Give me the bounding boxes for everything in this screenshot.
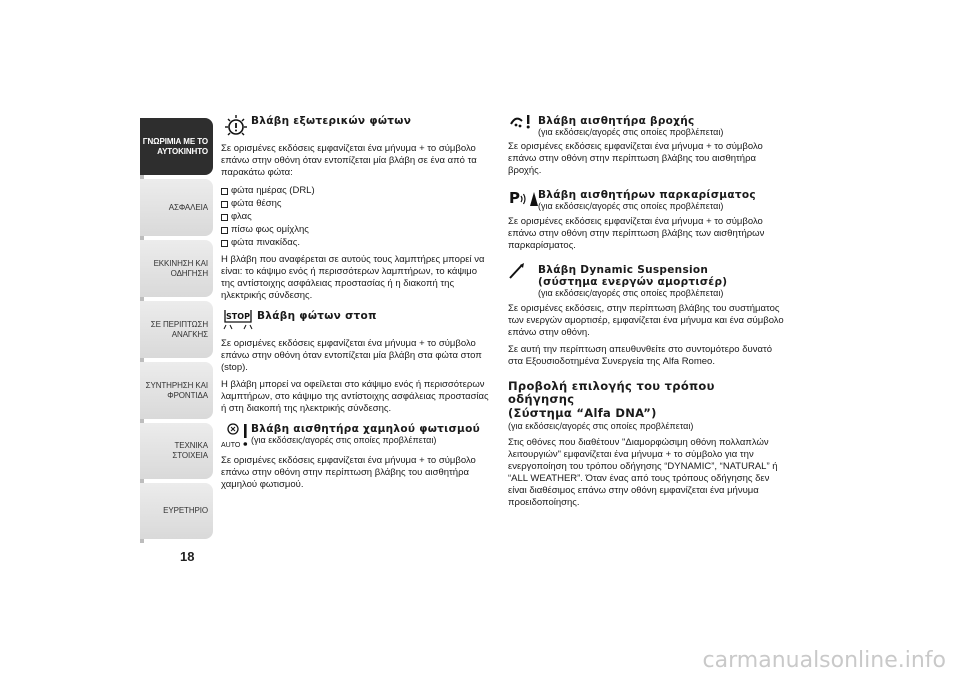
exterior-light-failure-icon (221, 113, 251, 139)
section-stop-lights (221, 308, 489, 415)
page-number: 18 (180, 549, 195, 564)
paragraph: Σε ορισμένες εκδόσεις εμφανίζεται ένα μήνυμα + το σύμβολο επάνω στην οθόνη στην περίπτωση βλάβης του αισθητήρα χαμηλού φωτισμού. (221, 455, 476, 490)
stop-light-failure-icon (221, 308, 257, 334)
tab-starting-driving[interactable]: ΕΚΚΙΝΗΣΗ ΚΑΙ ΟΔΗΓΗΣΗ (140, 240, 213, 297)
section-subtitle: (για εκδόσεις/αγορές στις οποίες προβλέπεται) (538, 201, 724, 211)
list-item: φλας (221, 210, 489, 223)
paragraph: Σε αυτή την περίπτωση απευθυνθείτε στο συντομότερο δυνατό στα Εξουσιοδοτημένα Συνεργεία της Alfa Romeo. (508, 344, 772, 367)
low-beam-sensor-icon (221, 421, 251, 451)
svg-text:P: P (509, 189, 520, 207)
section-drive-mode (508, 380, 784, 509)
left-column (221, 113, 489, 497)
section-dynamic-suspension (508, 262, 784, 368)
section-title-line2: (σύστημα ενεργών αμορτισέρ) (538, 276, 728, 288)
lights-list (221, 184, 489, 249)
paragraph: Η βλάβη μπορεί να οφείλεται στο κάψιμο ενός ή περισσότερων λαμπτήρων, στο κάψιμο της αντίστοιχης ασφάλειας προστασίας ή στη διακοπή της ηλεκτρικής σύνδεσης. (221, 379, 489, 414)
paragraph: Στις οθόνες που διαθέτουν "Διαμορφώσιμη οθόνη πολλαπλών λειτουργιών" εμφανίζεται ένα μήνυμα + το σύμβολο για την ενεργοποίηση του τρόπου οδήγησης “DYNAMIC”, “NATURAL” ή “ALL WEATHER”. Όταν ένας από τους τρόπους οδήγησης δεν είναι διαθέσιμος επάνω στην οθόνη εμφανίζεται ένα μήνυμα προειδοποίησης. (508, 437, 778, 508)
paragraph: Σε ορισμένες εκδόσεις εμφανίζεται ένα μήνυμα + το σύμβολο επάνω στην οθόνη όταν εντοπίζεται μία βλάβη στα φώτα στοπ (stop). (221, 338, 482, 373)
section-subtitle: (για εκδόσεις/αγορές στις οποίες προβλέπεται) (508, 421, 694, 431)
section-parking-sensors (508, 187, 784, 252)
tab-technical-data[interactable]: ΤΕΧΝΙΚΑ ΣΤΟΙΧΕΙΑ (140, 423, 213, 479)
section-subtitle: (για εκδόσεις/αγορές στις οποίες προβλέπεται) (251, 435, 437, 445)
list-item: φώτα θέσης (221, 197, 489, 210)
stop-icon-label: STOP (226, 312, 250, 321)
section-title: Βλάβη εξωτερικών φώτων (251, 115, 412, 127)
section-rain-sensor (508, 113, 784, 177)
tab-getting-to-know[interactable]: ΓΝΩΡΙΜΙΑ ΜΕ ΤΟ ΑΥΤΟΚΙΝΗΤΟ (140, 118, 213, 175)
section-title: Βλάβη Dynamic Suspension (538, 264, 709, 276)
section-exterior-lights (221, 113, 489, 302)
parking-sensor-icon (508, 187, 538, 209)
paragraph: Σε ορισμένες εκδόσεις, στην περίπτωση βλάβης του συστήματος των ενεργών αμορτισέρ, εμφανίζεται ένα μήνυμα και ένα σύμβολο επάνω στην οθόνη. (508, 303, 784, 338)
list-item: πίσω φως ομίχλης (221, 223, 489, 236)
suspension-icon (508, 262, 538, 282)
rain-sensor-icon (508, 113, 538, 133)
tab-emergency[interactable]: ΣΕ ΠΕΡΙΠΤΩΣΗ ΑΝΑΓΚΗΣ (140, 301, 213, 358)
watermark: carmanualsonline.info (702, 648, 946, 673)
tab-maintenance[interactable]: ΣΥΝΤΗΡΗΣΗ ΚΑΙ ΦΡΟΝΤΙΔΑ (140, 362, 213, 419)
auto-icon-label: AUTO (221, 442, 241, 449)
paragraph: Σε ορισμένες εκδόσεις εμφανίζεται ένα μήνυμα + το σύμβολο επάνω στην οθόνη στην περίπτωση βλάβης των αισθητήρων παρκαρίσματος. (508, 216, 765, 251)
section-title-line2: (Σύστημα “Alfa DNA”) (508, 406, 657, 420)
section-subtitle: (για εκδόσεις/αγορές στις οποίες προβλέπεται) (538, 288, 724, 298)
paragraph: Σε ορισμένες εκδόσεις εμφανίζεται ένα μήνυμα + το σύμβολο επάνω στην οθόνη όταν εντοπίζεται μία βλάβη σε ένα από τα παρακάτω φώτα: (221, 143, 477, 178)
section-title: Βλάβη αισθητήρων παρκαρίσματος (538, 189, 756, 201)
paragraph: Η βλάβη που αναφέρεται σε αυτούς τους λαμπτήρες μπορεί να είναι: το κάψιμο ενός ή περισσότερων λαμπτήρων, το κάψιμο της αντίστοιχης ασφάλειας προστασίας ή η διακοπή της ηλεκτρικής σύνδεσης. (221, 254, 485, 301)
tab-safety[interactable]: ΑΣΦΑΛΕΙΑ (140, 179, 213, 236)
section-low-beam-sensor (221, 421, 489, 491)
section-title: Βλάβη αισθητήρα βροχής (538, 115, 695, 127)
section-title: Βλάβη αισθητήρα χαμηλού φωτισμού (251, 423, 480, 435)
paragraph: Σε ορισμένες εκδόσεις εμφανίζεται ένα μήνυμα + το σύμβολο επάνω στην οθόνη στην περίπτωση βλάβης του αισθητήρα βροχής. (508, 141, 763, 176)
section-title: Βλάβη φώτων στοπ (257, 310, 377, 322)
right-column (508, 113, 784, 515)
list-item: φώτα ημέρας (DRL) (221, 184, 489, 197)
list-item: φώτα πινακίδας. (221, 236, 489, 249)
chapter-tabs (140, 118, 213, 543)
section-title: Προβολή επιλογής του τρόπου οδήγησης (508, 379, 715, 406)
section-subtitle: (για εκδόσεις/αγορές στις οποίες προβλέπεται) (538, 127, 724, 137)
tab-index[interactable]: ΕΥΡΕΤΗΡΙΟ (140, 483, 213, 539)
